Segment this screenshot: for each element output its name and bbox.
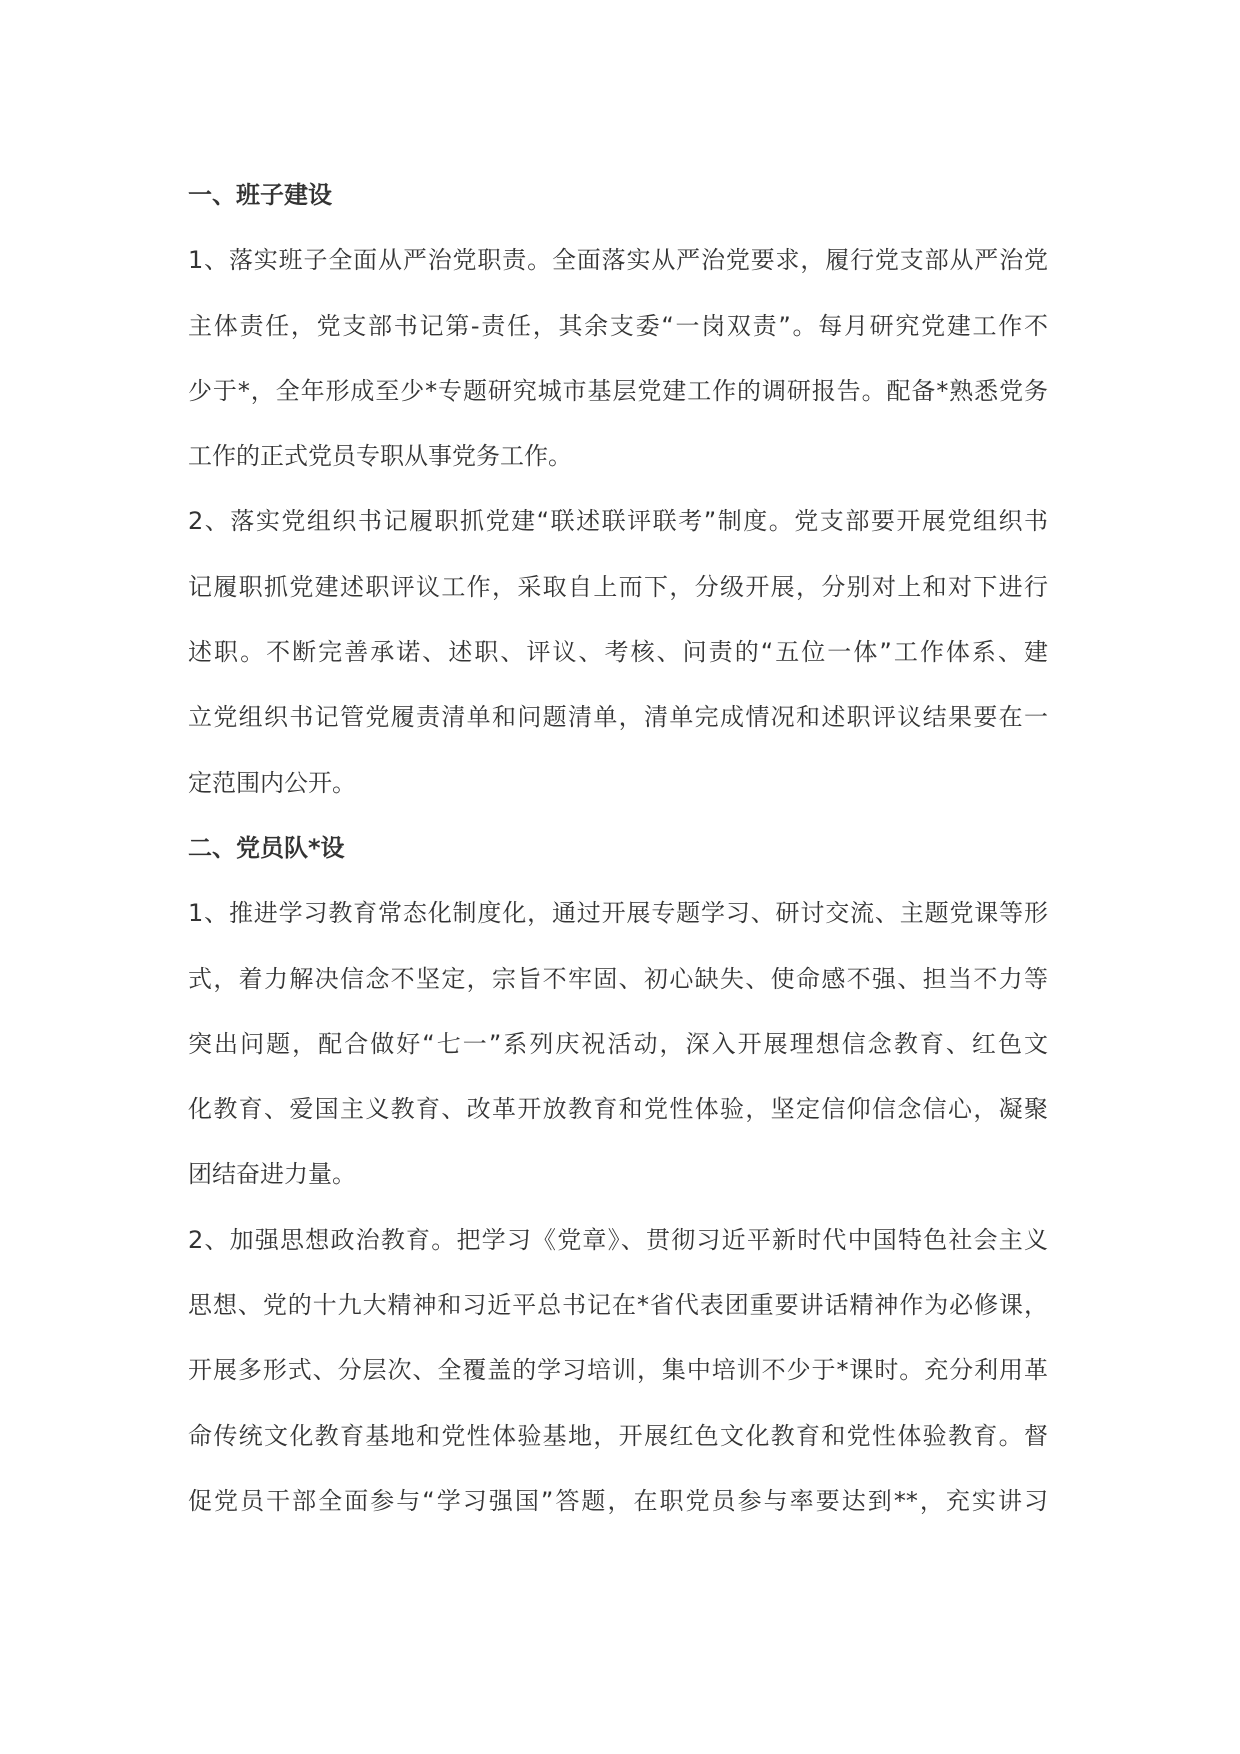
text-line: 开展多形式、分层次、全覆盖的学习培训，集中培训不少于*课时。充分利用革 — [188, 1356, 1048, 1385]
section-heading: 一、班子建设 — [188, 181, 332, 209]
text-line: 团结奋进力量。 — [188, 1160, 356, 1189]
text-line: 少于*，全年形成至少*专题研究城市基层党建工作的调研报告。配备*熟悉党务 — [188, 376, 1048, 405]
paragraph — [188, 228, 1048, 489]
text-line: 式，着力解决信念不坚定，宗旨不牢固、初心缺失、使命感不强、担当不力等 — [188, 964, 1048, 993]
text-line: 2、落实党组织书记履职抓党建“联述联评联考”制度。党支部要开展党组织书 — [188, 507, 1048, 536]
text-line: 突出问题，配合做好“七一”系列庆祝活动，深入开展理想信念教育、红色文 — [188, 1029, 1048, 1058]
text-line: 定范围内公开。 — [188, 768, 356, 797]
text-line: 立党组织书记管党履责清单和问题清单，清单完成情况和述职评议结果要在一 — [188, 703, 1048, 732]
text-line: 主体责任，党支部书记第-责任，其余支委“一岗双责”。每月研究党建工作不 — [188, 311, 1048, 340]
section-heading: 二、党员队*设 — [188, 833, 345, 862]
text-line: 工作的正式党员专职从事党务工作。 — [188, 442, 572, 471]
text-line: 2、加强思想政治教育。把学习《党章》、贯彻习近平新时代中国特色社会主义 — [188, 1225, 1048, 1254]
text-line: 命传统文化教育基地和党性体验基地，开展红色文化教育和党性体验教育。督 — [188, 1421, 1048, 1450]
text-line: 促党员干部全面参与“学习强国”答题，在职党员参与率要达到**，充实讲习 — [188, 1486, 1048, 1515]
text-line: 记履职抓党建述职评议工作，采取自上而下，分级开展，分别对上和对下进行 — [188, 572, 1048, 601]
paragraph — [188, 1208, 1048, 1534]
text-line: 化教育、爱国主义教育、改革开放教育和党性体验，坚定信仰信念信心，凝聚 — [188, 1095, 1048, 1124]
text-line: 述职。不断完善承诺、述职、评议、考核、问责的“五位一体”工作体系、建 — [188, 638, 1048, 667]
text-line: 1、推进学习教育常态化制度化，通过开展专题学习、研讨交流、主题党课等形 — [188, 899, 1048, 928]
text-line: 思想、党的十九大精神和习近平总书记在*省代表团重要讲话精神作为必修课， — [188, 1291, 1048, 1320]
paragraph — [188, 489, 1048, 815]
document-body — [188, 163, 1048, 1534]
paragraph — [188, 881, 1048, 1207]
text-line: 1、落实班子全面从严治党职责。全面落实从严治党要求，履行党支部从严治党 — [188, 246, 1048, 275]
